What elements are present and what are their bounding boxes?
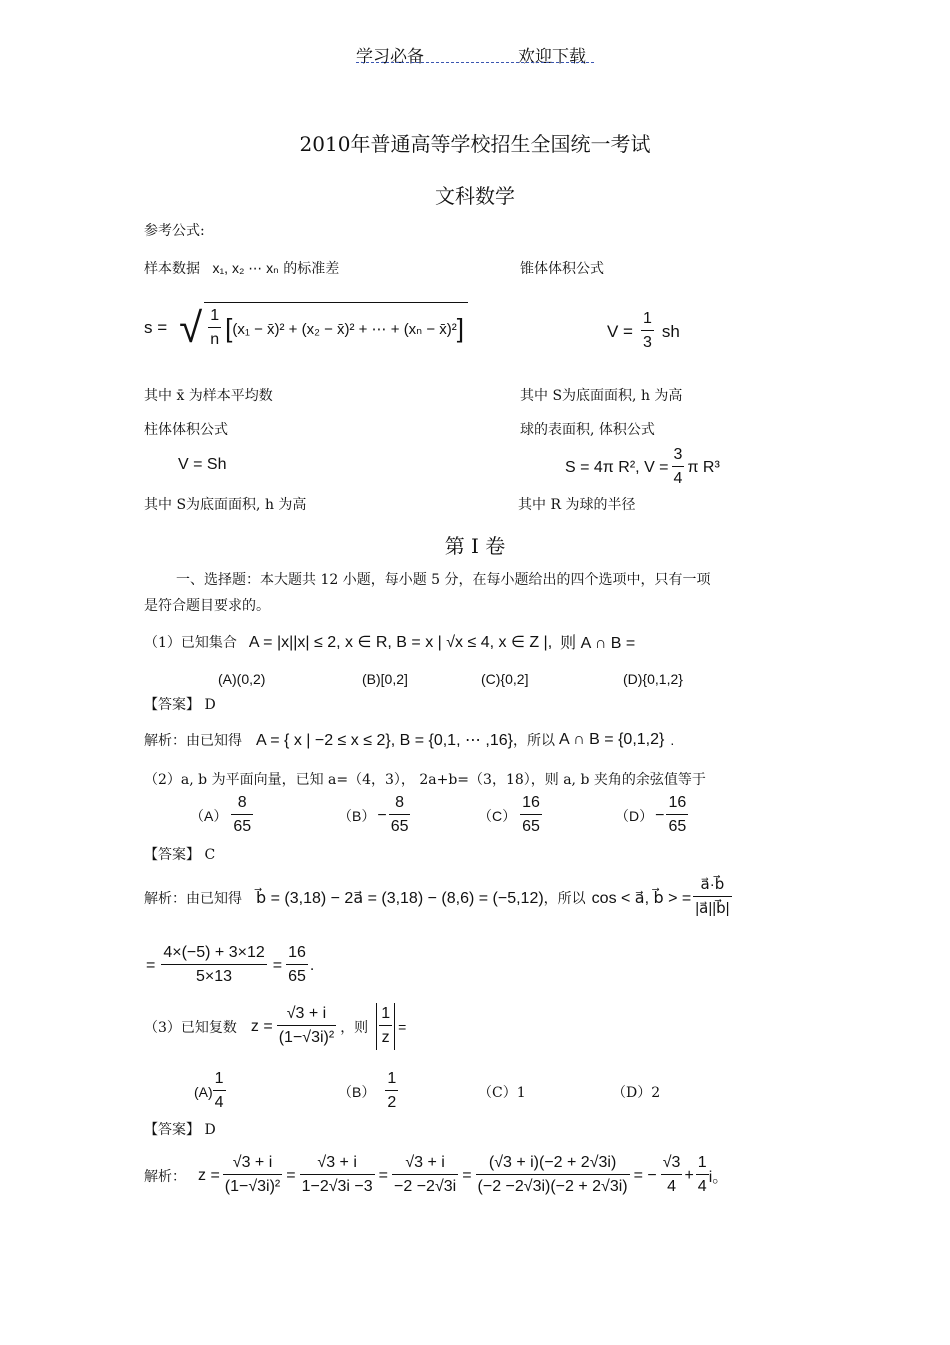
q2-cos-lhs: cos < a⃗, b⃗ > =	[591, 889, 692, 907]
bracket-open-icon: [	[225, 313, 233, 343]
q1-option-d: (D){0,1,2}	[623, 671, 683, 687]
std-suffix: 的标准差	[283, 261, 340, 277]
q3-eq: =	[398, 1018, 407, 1035]
q1-math: A = |x||x| ≤ 2, x ∈ R, B = x | √x ≤ 4, x ∈ Z |,	[248, 633, 553, 651]
q3-abs-fraction: $\frac{1}{z}$	[381, 1005, 391, 1046]
q2-option-c-fraction: $\frac{16}{65}$	[522, 794, 540, 835]
q3-z-lhs: z =	[250, 1017, 273, 1035]
q2-line2-fraction: $\frac{4\times(-5) + 3\times 12}{5\times 13}$	[163, 944, 265, 985]
q3-option-a	[194, 1068, 226, 1115]
q3-option-a-fraction: $\frac{1}{4}$	[214, 1070, 224, 1111]
q3-option-d: （D）2	[612, 1085, 661, 1101]
q2-option-a-fraction: $\frac{8}{65}$	[233, 794, 252, 835]
q3-answer: 【答案】 D	[144, 1122, 216, 1138]
instruction-line-1: 一、选择题：本大题共 12 小题，每小题 5 分，在每小题给出的四个选项中，只有一项	[176, 572, 711, 588]
q3-option-c: （C）1	[478, 1085, 526, 1101]
q3-option-b-label: （B）	[338, 1083, 376, 1100]
q1-analysis-end: .	[670, 732, 675, 748]
std-one-over-n: $\frac{1}{n}$	[210, 307, 220, 348]
cone-label: 锥体体积公式	[520, 261, 604, 277]
q2-stem: （2）a, b 为平面向量，已知 a=（4，3）， 2a+b=（3，18），则 a, b 夹角的余弦值等于	[144, 772, 706, 788]
sphere-label: 球的表面积, 体积公式	[520, 422, 655, 438]
prism-label: 柱体体积公式	[144, 422, 228, 438]
q3-a-eq-3: =	[462, 1166, 472, 1184]
q1-analysis-math: A = { x | −2 ≤ x ≤ 2}, B = {0,1, ⋯ ,16}	[256, 732, 513, 749]
cone-formula	[607, 308, 680, 355]
section-title: 第 I 卷	[444, 534, 506, 558]
q3-a-eq-4: = −	[633, 1166, 657, 1184]
sqrt-icon: √	[179, 304, 203, 351]
q2-option-d-sign: −	[655, 806, 665, 824]
std-label: 样本数据	[144, 261, 200, 277]
q1-answer: 【答案】 D	[144, 697, 216, 713]
q2-option-b	[338, 792, 410, 839]
q2-option-d	[615, 792, 688, 839]
std-radicand	[204, 302, 468, 354]
cone-fraction: $\frac{1}{3}$	[643, 310, 652, 351]
q1-option-b: (B)[0,2]	[362, 671, 408, 687]
q3-a-result-2: $\frac{1}{4}$	[697, 1154, 707, 1195]
q2-option-d-fraction: $\frac{16}{65}$	[668, 794, 687, 835]
sphere-note: 其中 R 为球的半径	[518, 497, 636, 513]
std-formula-lhs: s =	[144, 318, 168, 337]
q3-stem-text: （3）已知复数	[144, 1019, 237, 1036]
q3-option-a-label: (A)	[194, 1083, 213, 1100]
q2-line2-eq2: =	[272, 956, 283, 974]
q2-analysis-math: b⃗ = (3,18) − 2a⃗ = (3,18) − (8,6) = (−5,12)	[256, 889, 544, 907]
formula-heading: 参考公式:	[144, 223, 205, 239]
q3-a-fraction-2: $\frac{√3 + i}{1-2√3i -3}$	[301, 1154, 373, 1195]
q1-analysis-label: 解析：由已知得	[144, 733, 242, 749]
cone-note: 其中 S为底面面积, h 为高	[520, 388, 683, 404]
q1-stem-text: （1）已知集合	[144, 634, 237, 651]
q3-a-fraction-1: $\frac{√3 + i}{\text{(1−√3i)²}}$	[224, 1154, 281, 1195]
q3-a-plus: +	[684, 1166, 694, 1184]
q1-option-a: (A)(0,2)	[218, 671, 266, 687]
q3-a-lhs: z =	[198, 1166, 220, 1184]
q2-line2	[146, 942, 314, 989]
bracket-close-icon: ]	[456, 313, 464, 343]
q3-mid: ，则	[340, 1019, 369, 1036]
q2-option-a	[190, 792, 253, 839]
q3-stem	[144, 1003, 406, 1050]
q3-a-eq-1: =	[286, 1166, 296, 1184]
q3-abs	[376, 1003, 395, 1050]
q3-a-end: i。	[708, 1169, 729, 1186]
q2-answer: 【答案】 C	[144, 847, 216, 863]
page-subtitle: 文科数学	[435, 184, 515, 208]
q2-option-a-label: （A）	[190, 807, 228, 824]
q1-stem	[144, 630, 635, 653]
page-title: 2010年普通高等学校招生全国统一考试	[299, 132, 651, 156]
q1-option-c: (C){0,2]	[481, 671, 529, 687]
q3-a-result-1: $\frac{√3}{4}$	[662, 1154, 681, 1195]
std-formula	[144, 302, 468, 354]
q2-cos-fraction: $\frac{a⃗\cdot b⃗}{|a⃗||b⃗|}$	[695, 876, 730, 917]
q3-a-eq-2: =	[378, 1166, 389, 1184]
q2-line2-eq: =	[146, 956, 156, 974]
q3-a-fraction-4: $\frac{(√3 + i)(-2 + 2√3i)}{(-2 -2√3i)(-2 + 2√3i)}$	[477, 1154, 628, 1195]
q2-option-b-label: （B）	[338, 807, 376, 824]
q3-analysis	[144, 1152, 728, 1199]
q3-option-b	[338, 1068, 398, 1115]
instruction-line-2: 是符合题目要求的。	[144, 598, 270, 614]
q3-option-b-fraction: $\frac{1}{2}$	[387, 1070, 397, 1111]
sphere-formula	[565, 444, 720, 491]
sphere-fraction: $\frac{3}{4}$	[673, 446, 683, 487]
q3-a-fraction-3: $\frac{√3 + i}{-2 -2√3i}$	[394, 1154, 457, 1195]
std-formula-inner: (x₁ − x̄)² + (x₂ − x̄)² + ⋯ + (xₙ − x̄)²	[232, 320, 457, 338]
cone-formula-lhs: V =	[607, 321, 633, 341]
sphere-formula-b: π R³	[687, 458, 720, 476]
q1-analysis-result: A ∩ B = {0,1,2}	[559, 731, 665, 748]
cone-formula-rhs: sh	[661, 321, 680, 341]
mean-note: 其中 x̄ 为样本平均数	[144, 388, 273, 404]
q2-option-b-sign: −	[377, 806, 387, 824]
q3-z-fraction: $\frac{√3 + i}{\text{(1−√3i)²}}$	[278, 1005, 335, 1046]
q2-analysis-label: 解析：由已知得	[144, 890, 242, 907]
header-left: 学习必备	[356, 47, 424, 67]
q1-analysis-mid: ，所以	[513, 733, 555, 749]
q1-analysis	[144, 730, 674, 750]
q2-line2-result: $\frac{16}{65}$	[288, 944, 306, 985]
header-right: 欢迎下载	[518, 47, 586, 67]
std-vars: x₁, x₂ ⋯ xₙ	[212, 260, 279, 276]
q1-tail: 则 A ∩ B =	[560, 635, 636, 652]
q2-line2-end: .	[309, 956, 315, 974]
q2-option-b-fraction: $\frac{8}{65}$	[390, 794, 409, 835]
q2-analysis-mid: ，所以	[543, 890, 586, 907]
prism-formula: V = Sh	[178, 456, 227, 473]
std-line	[144, 258, 339, 278]
sphere-formula-a: S = 4π R², V =	[565, 458, 669, 476]
q2-option-c	[478, 792, 542, 839]
header-divider	[356, 62, 594, 63]
q2-analysis	[144, 874, 732, 921]
q2-option-c-label: （C）	[478, 807, 517, 824]
q3-analysis-label: 解析：	[144, 1168, 186, 1185]
prism-note: 其中 S为底面面积, h 为高	[144, 497, 307, 513]
q2-option-d-label: （D）	[615, 807, 654, 824]
